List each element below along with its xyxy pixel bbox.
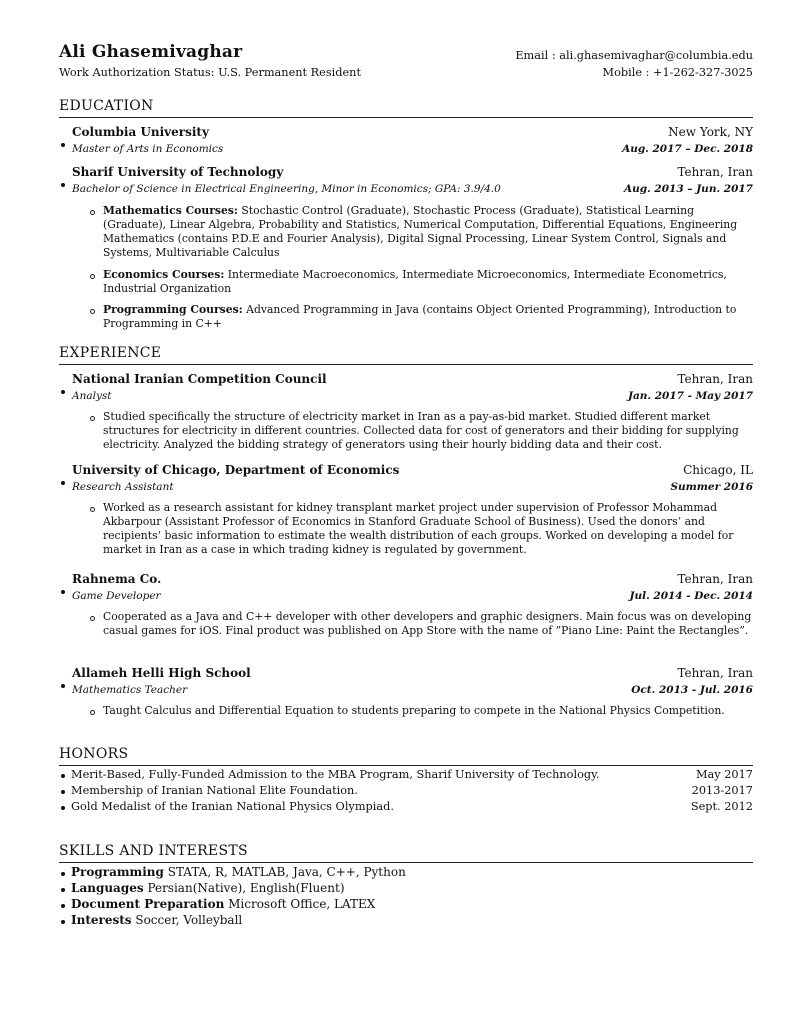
bullet-icon: [61, 143, 65, 147]
experience-dates: Oct. 2013 - Jul. 2016: [631, 684, 753, 696]
bullet-icon: [61, 183, 65, 187]
sub-bullet-icon: [90, 274, 95, 279]
section-title-education: EDUCATION: [59, 98, 154, 114]
bullet-icon: [61, 920, 65, 924]
experience-role: Game Developer: [72, 590, 161, 602]
experience-role: Analyst: [72, 390, 112, 402]
honor-date: Sept. 2012: [690, 800, 753, 813]
section-divider: [59, 862, 753, 863]
experience-location: Tehran, Iran: [677, 372, 753, 386]
education-location: Tehran, Iran: [677, 165, 753, 179]
skill-text: Interests Soccer, Volleyball: [71, 913, 243, 927]
section-divider: [59, 765, 753, 766]
experience-description: Taught Calculus and Differential Equation to students preparing to compete in the National Physics Competition.: [103, 704, 725, 717]
mobile-line: [603, 66, 754, 79]
education-degree: Bachelor of Science in Electrical Engineering, Minor in Economics; GPA: 3.9/4.0: [72, 183, 501, 195]
honor-text: Gold Medalist of the Iranian National Physics Olympiad.: [71, 800, 394, 813]
mobile-label: Mobile :: [602, 66, 650, 79]
education-org: Sharif University of Technology: [72, 165, 284, 179]
experience-description: Studied specifically the structure of electricity market in Iran as a pay-as-bid market. Studied different market structures for electricity in different countries. Collected data for cost of generators and their bidding for supplying electricity. Analyzed the bidding strategy of generators using their hourly bidding data and their cost.: [103, 410, 739, 451]
experience-dates: Jan. 2017 - May 2017: [627, 390, 753, 402]
candidate-name: Ali Ghasemivaghar: [59, 42, 243, 62]
course-text: Programming Courses: Advanced Programming in Java (contains Object Oriented Programming), Introduction to Programming in C++: [103, 303, 737, 330]
section-title-honors: HONORS: [59, 746, 129, 762]
experience-org: University of Chicago, Department of Economics: [72, 463, 400, 477]
email-label: Email :: [515, 49, 556, 62]
experience-description: Worked as a research assistant for kidney transplant market project under supervision of Professor Mohammad Akbarpour (Assistant Professor of Economics in Stanford Graduate School of Business). Used the donors’ and recipients’ basic information to estimate the wealth distribution of each groups. Worked on developing a model for market in Iran as a case in which trading kidney is regulated by government.: [103, 501, 734, 556]
honor-text: Membership of Iranian National Elite Foundation.: [71, 784, 358, 797]
bullet-icon: [61, 806, 65, 810]
sub-bullet-icon: [90, 710, 95, 715]
email-link[interactable]: ali.ghasemivaghar@columbia.edu: [559, 49, 753, 62]
experience-org: Rahnema Co.: [72, 572, 162, 586]
section-title-experience: EXPERIENCE: [59, 345, 162, 361]
skill-text: Document Preparation Microsoft Office, LATEX: [71, 897, 376, 911]
work-status: Work Authorization Status: U.S. Permanent Resident: [59, 66, 361, 79]
section-divider: [59, 364, 753, 365]
bullet-icon: [61, 774, 65, 778]
course-text: Economics Courses: Intermediate Macroeconomics, Intermediate Microeconomics, Intermediate Econometrics, Industrial Organization: [103, 268, 727, 295]
mobile-number: +1-262-327-3025: [653, 66, 753, 79]
sub-bullet-icon: [90, 416, 95, 421]
bullet-icon: [61, 590, 65, 594]
experience-dates: Summer 2016: [670, 481, 753, 493]
sub-bullet-icon: [90, 309, 95, 314]
course-text: Mathematics Courses: Stochastic Control (Graduate), Stochastic Process (Graduate), Statistical Learning (Graduate), Linear Algebra, Probability and Statistics, Numerical Computation, Differential Equations, Engineering Mathematics (contains P.D.E and Fourier Analysis), Digital Signal Processing, Linear System Control, Signals and Systems, Multivariable Calculus: [103, 204, 738, 259]
experience-role: Mathematics Teacher: [72, 684, 188, 696]
honor-text: Merit-Based, Fully-Funded Admission to the MBA Program, Sharif University of Technology.: [71, 768, 600, 781]
education-dates: Aug. 2017 – Dec. 2018: [622, 143, 753, 155]
bullet-icon: [61, 888, 65, 892]
experience-location: Chicago, IL: [683, 463, 753, 477]
bullet-icon: [61, 481, 65, 485]
education-dates: Aug. 2013 – Jun. 2017: [624, 183, 753, 195]
section-title-skills: SKILLS AND INTERESTS: [59, 843, 248, 859]
experience-org: Allameh Helli High School: [72, 666, 251, 680]
experience-description: Cooperated as a Java and C++ developer with other developers and graphic designers. Main focus was on developing casual games for iOS. Final product was published on App Store with the name of ”Piano Line: Paint the Rectangles”.: [103, 610, 752, 637]
sub-bullet-icon: [90, 616, 95, 621]
sub-bullet-icon: [90, 507, 95, 512]
bullet-icon: [61, 872, 65, 876]
education-org: Columbia University: [72, 125, 209, 139]
experience-dates: Jul. 2014 - Dec. 2014: [629, 590, 753, 602]
experience-location: Tehran, Iran: [677, 572, 753, 586]
email-line: [515, 49, 753, 62]
experience-role: Research Assistant: [72, 481, 174, 493]
bullet-icon: [61, 390, 65, 394]
education-location: New York, NY: [668, 125, 753, 139]
experience-location: Tehran, Iran: [677, 666, 753, 680]
honor-date: May 2017: [695, 768, 753, 781]
skill-text: Languages Persian(Native), English(Fluent): [71, 881, 345, 895]
section-divider: [59, 117, 753, 118]
skill-text: Programming STATA, R, MATLAB, Java, C++, Python: [71, 865, 406, 879]
experience-org: National Iranian Competition Council: [72, 372, 327, 386]
bullet-icon: [61, 684, 65, 688]
honor-date: 2013-2017: [691, 784, 753, 797]
bullet-icon: [61, 904, 65, 908]
education-degree: Master of Arts in Economics: [72, 143, 224, 155]
sub-bullet-icon: [90, 210, 95, 215]
bullet-icon: [61, 790, 65, 794]
